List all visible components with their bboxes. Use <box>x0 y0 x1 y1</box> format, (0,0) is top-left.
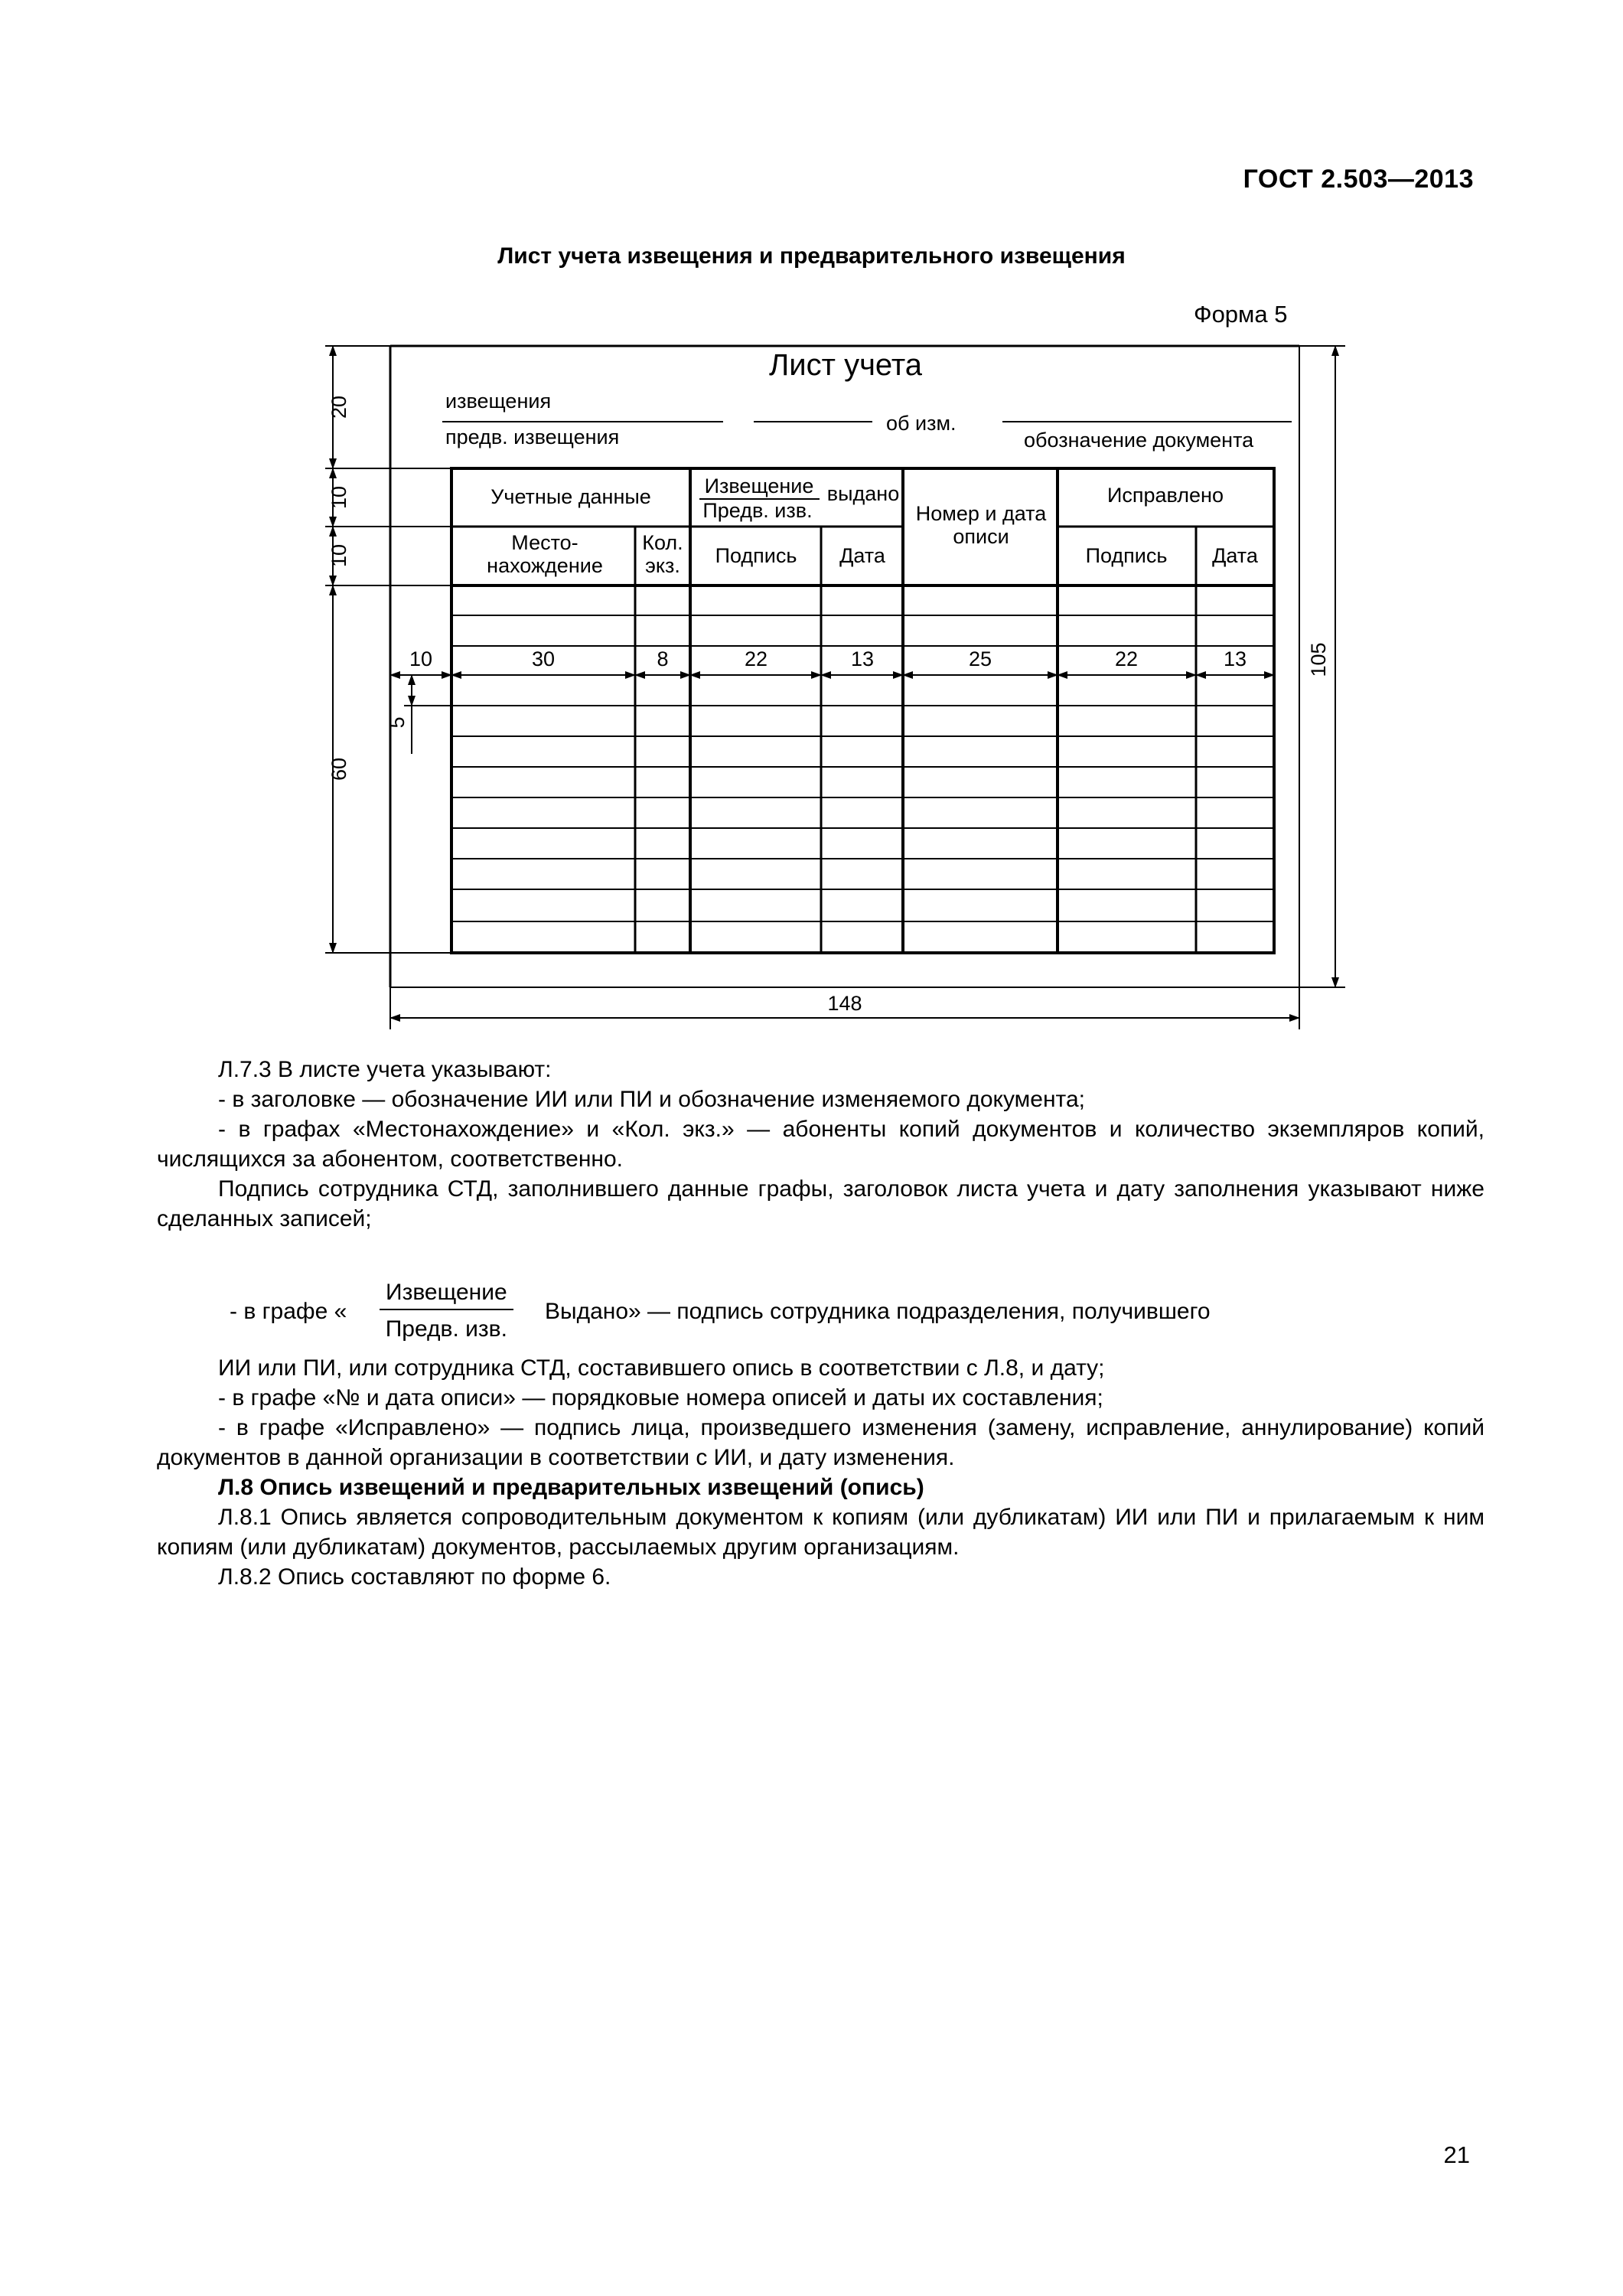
col-notice-denominator: Предв. изв. <box>702 499 813 522</box>
formula-fraction <box>380 1280 513 1342</box>
field-doc-label: обозначение документа <box>1024 429 1254 452</box>
dim-w22b: 22 <box>1114 647 1139 670</box>
paragraph-ii-or-pi: ИИ или ПИ, или сотрудника СТД, составившего опись в соответствии с Л.8, и дату; <box>218 1355 1105 1381</box>
sub-qty-line2: экз. <box>645 554 680 577</box>
page-number: 21 <box>1443 2141 1470 2168</box>
left-dimension-chain <box>325 346 451 953</box>
sub-location-line2: нахождение <box>487 554 603 577</box>
formula-numerator: Извещение <box>380 1280 513 1310</box>
dim-row-5: 5 <box>386 716 409 729</box>
form-caption: Лист учета извещения и предварительного извещения <box>497 243 1126 269</box>
sub-qty-line1: Кол. <box>642 531 683 554</box>
field-prelim-label: предв. извещения <box>445 426 620 448</box>
sub-date-1: Дата <box>839 544 885 567</box>
paragraph-location-item: - в графах «Местонахождение» и «Кол. экз.» — абоненты копий документов и количество экземпляров копий, числящихся за абонентом, соответственно. <box>157 1117 1484 1172</box>
form-title: Лист учета <box>769 348 922 382</box>
paragraph-l81: Л.8.1 Опись является сопроводительным документом к копиям (или дубликатам) ИИ или ПИ и прилагаемым к ним копиям (или дубликатам) документов, рассылаемых другим организациям. <box>157 1505 1484 1560</box>
paragraph-l73: Л.7.3 В листе учета указывают: <box>218 1057 552 1082</box>
form-drawing <box>0 0 1623 1041</box>
issued-column-formula <box>230 1280 1377 1349</box>
col-corrected: Исправлено <box>1107 484 1224 507</box>
dim-148: 148 <box>827 992 862 1015</box>
col-accounting: Учетные данные <box>490 485 651 508</box>
dim-10-top: 10 <box>328 485 350 510</box>
sub-date-2: Дата <box>1212 544 1258 567</box>
field-change-label: об изм. <box>886 412 957 435</box>
dim-w25: 25 <box>968 647 992 670</box>
standard-designation: ГОСТ 2.503—2013 <box>1243 165 1474 194</box>
paragraph-corrected-item: - в графе «Исправлено» — подпись лица, произведшего изменения (замену, исправление, аннулирование) копий документов в данной организации в соответствии с ИИ, и дату изменения. <box>157 1415 1484 1470</box>
dim-60: 60 <box>328 757 350 781</box>
sub-signature-1: Подпись <box>715 544 797 567</box>
paragraph-inventory-item: - в графе «№ и дата описи» — порядковые номера описей и даты их составления; <box>218 1385 1103 1411</box>
paragraph-l82: Л.8.2 Опись составляют по форме 6. <box>218 1564 611 1590</box>
formula-suffix: Выдано» — подпись сотрудника подразделения, получившего <box>545 1299 1211 1324</box>
paragraph-signature: Подпись сотрудника СТД, заполнившего данные графы, заголовок листа учета и дату заполнения указывают ниже сделанных записей; <box>157 1176 1484 1231</box>
sub-signature-2: Подпись <box>1085 544 1168 567</box>
dim-w10: 10 <box>409 647 433 670</box>
sub-location-line1: Место- <box>511 531 578 554</box>
dim-w22a: 22 <box>744 647 768 670</box>
body-text-upper <box>157 1055 1484 1234</box>
form-number-label: Форма 5 <box>1194 301 1288 328</box>
section-heading-l8: Л.8 Опись извещений и предварительных извещений (опись) <box>218 1475 924 1500</box>
col-inventory-line1: Номер и дата <box>915 502 1047 525</box>
dim-20: 20 <box>328 395 350 419</box>
dim-w13b: 13 <box>1223 647 1247 670</box>
formula-prefix: - в графе « <box>230 1299 347 1324</box>
dim-105: 105 <box>1307 642 1330 677</box>
paragraph-heading-item: - в заголовке — обозначение ИИ или ПИ и обозначение изменяемого документа; <box>218 1087 1085 1112</box>
dim-w30: 30 <box>531 647 556 670</box>
dim-10-bottom: 10 <box>328 543 350 568</box>
col-inventory-line2: описи <box>953 525 1009 548</box>
dim-w13a: 13 <box>850 647 875 670</box>
dim-w8: 8 <box>657 647 669 670</box>
formula-denominator: Предв. изв. <box>385 1316 507 1342</box>
body-text-lower <box>157 1353 1484 1592</box>
field-notice-label: извещения <box>445 390 552 413</box>
col-issued: выдано <box>826 482 900 505</box>
col-notice-numerator: Извещение <box>704 475 814 497</box>
